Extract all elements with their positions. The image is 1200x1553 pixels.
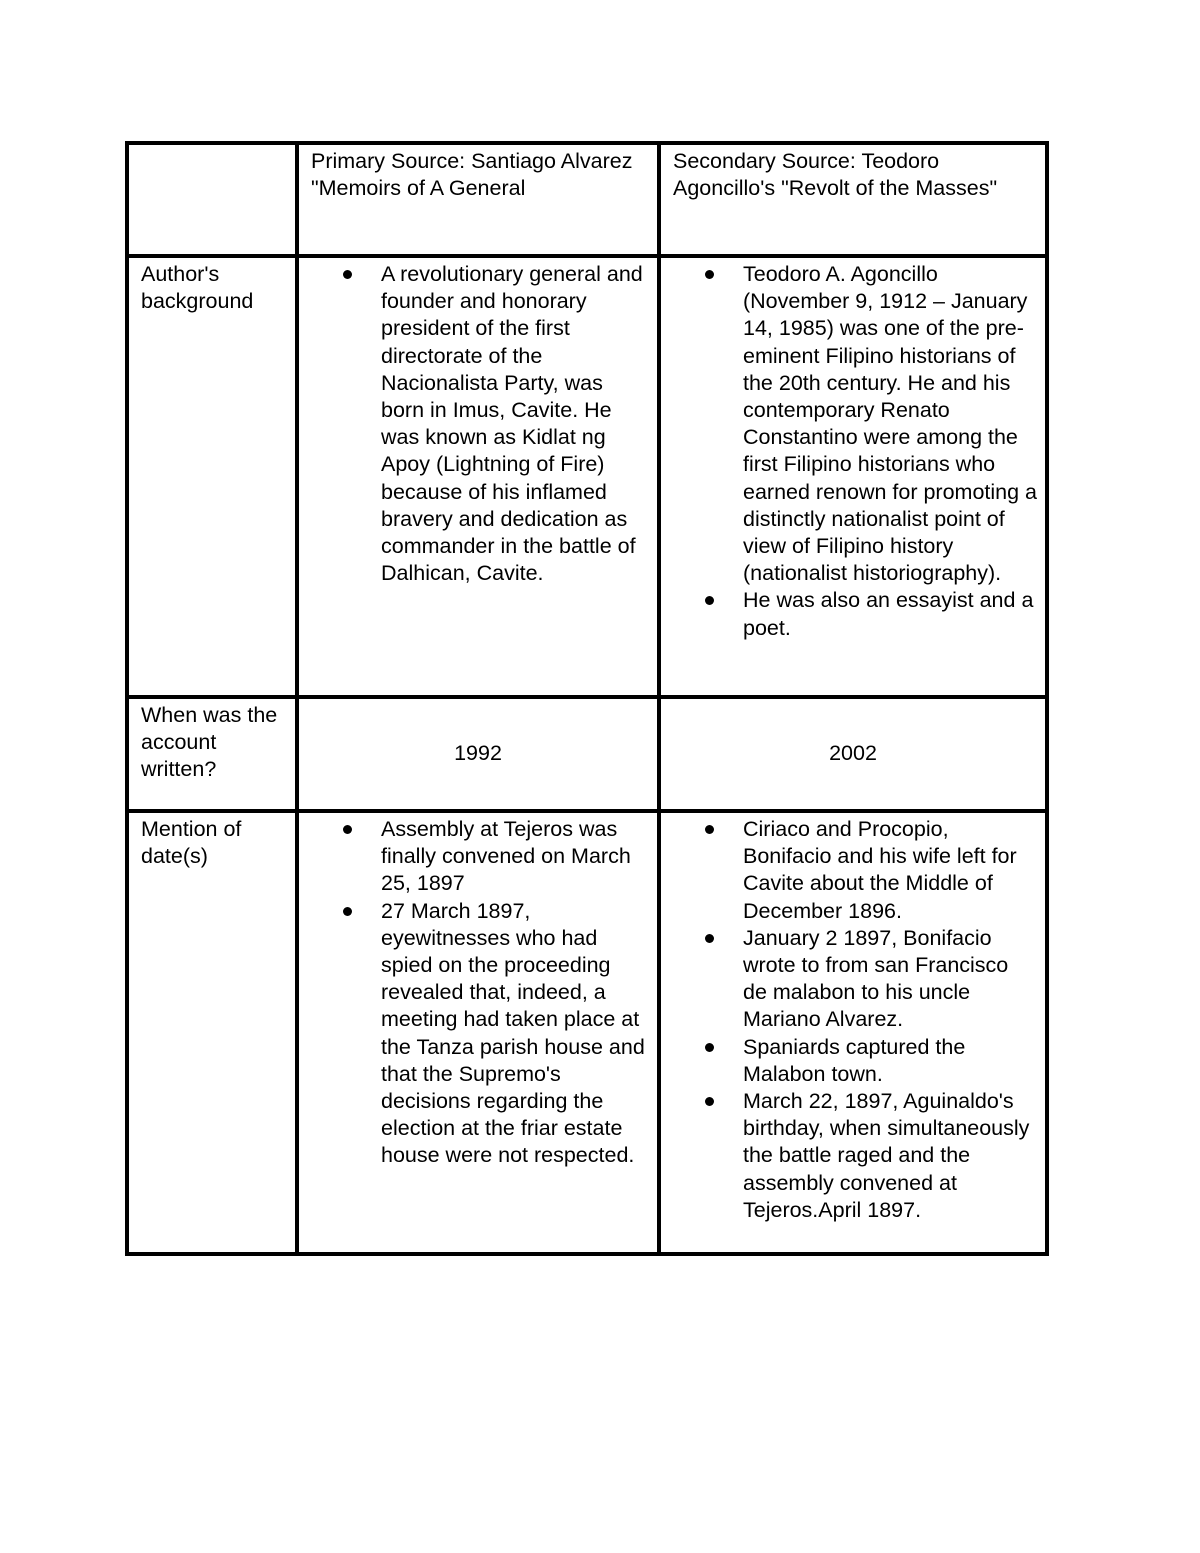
author-primary-list <box>311 261 649 587</box>
table-row-author-background <box>127 256 1047 697</box>
bullet-icon <box>705 270 714 279</box>
dates-primary-list <box>311 816 649 1170</box>
header-empty-cell <box>127 143 297 256</box>
list-item: Teodoro A. Agoncillo (November 9, 1912 – January 14, 1985) was one of the pre-eminent Filipino historians of the 20th century. He and his contemporary Renato Constantino were among the first Filipino historians who earned renown for promoting a distinctly nationalist point of view of Filipino history (nationalist historiography). <box>743 261 1037 587</box>
comparison-table <box>125 141 1049 1256</box>
header-secondary-source: Secondary Source: Teodoro Agoncillo's "Revolt of the Masses" <box>659 143 1047 256</box>
author-secondary-list <box>673 261 1037 642</box>
list-item: A revolutionary general and founder and honorary president of the first directorate of the Nacionalista Party, was born in Imus, Cavite. He was known as Kidlat ng Apoy (Lightning of Fire) because of his inflamed bravery and dedication as commander in the battle of Dalhican, Cavite. <box>381 261 649 587</box>
dates-primary-cell <box>297 811 659 1254</box>
author-secondary-cell <box>659 256 1047 697</box>
bullet-icon <box>705 1097 714 1106</box>
dates-secondary-cell <box>659 811 1047 1254</box>
table-row-mention-of-dates <box>127 811 1047 1254</box>
when-secondary-value: 2002 <box>659 697 1047 811</box>
bullet-icon <box>343 270 352 279</box>
bullet-icon <box>705 934 714 943</box>
bullet-icon <box>705 1043 714 1052</box>
row-label-mention-of-dates: Mention of date(s) <box>127 811 297 1254</box>
table-header-row <box>127 143 1047 256</box>
row-label-when-written: When was the account written? <box>127 697 297 811</box>
list-item: Ciriaco and Procopio, Bonifacio and his wife left for Cavite about the Middle of December 1896. <box>743 816 1037 925</box>
list-item: January 2 1897, Bonifacio wrote to from san Francisco de malabon to his uncle Mariano Alvarez. <box>743 925 1037 1034</box>
row-label-author-background: Author's background <box>127 256 297 697</box>
table-row-when-written <box>127 697 1047 811</box>
list-item: 27 March 1897, eyewitnesses who had spied on the proceeding revealed that, indeed, a meeting had taken place at the Tanza parish house and that the Supremo's decisions regarding the election at the friar estate house were not respected. <box>381 898 649 1170</box>
bullet-icon <box>343 907 352 916</box>
bullet-icon <box>705 825 714 834</box>
dates-secondary-list <box>673 816 1037 1224</box>
header-primary-source: Primary Source: Santiago Alvarez "Memoirs of A General <box>297 143 659 256</box>
list-item: Spaniards captured the Malabon town. <box>743 1034 1037 1088</box>
bullet-icon <box>705 596 714 605</box>
author-primary-cell <box>297 256 659 697</box>
list-item: He was also an essayist and a poet. <box>743 587 1037 641</box>
list-item: Assembly at Tejeros was finally convened on March 25, 1897 <box>381 816 649 898</box>
list-item: March 22, 1897, Aguinaldo's birthday, when simultaneously the battle raged and the assembly convened at Tejeros.April 1897. <box>743 1088 1037 1224</box>
when-primary-value: 1992 <box>297 697 659 811</box>
bullet-icon <box>343 825 352 834</box>
